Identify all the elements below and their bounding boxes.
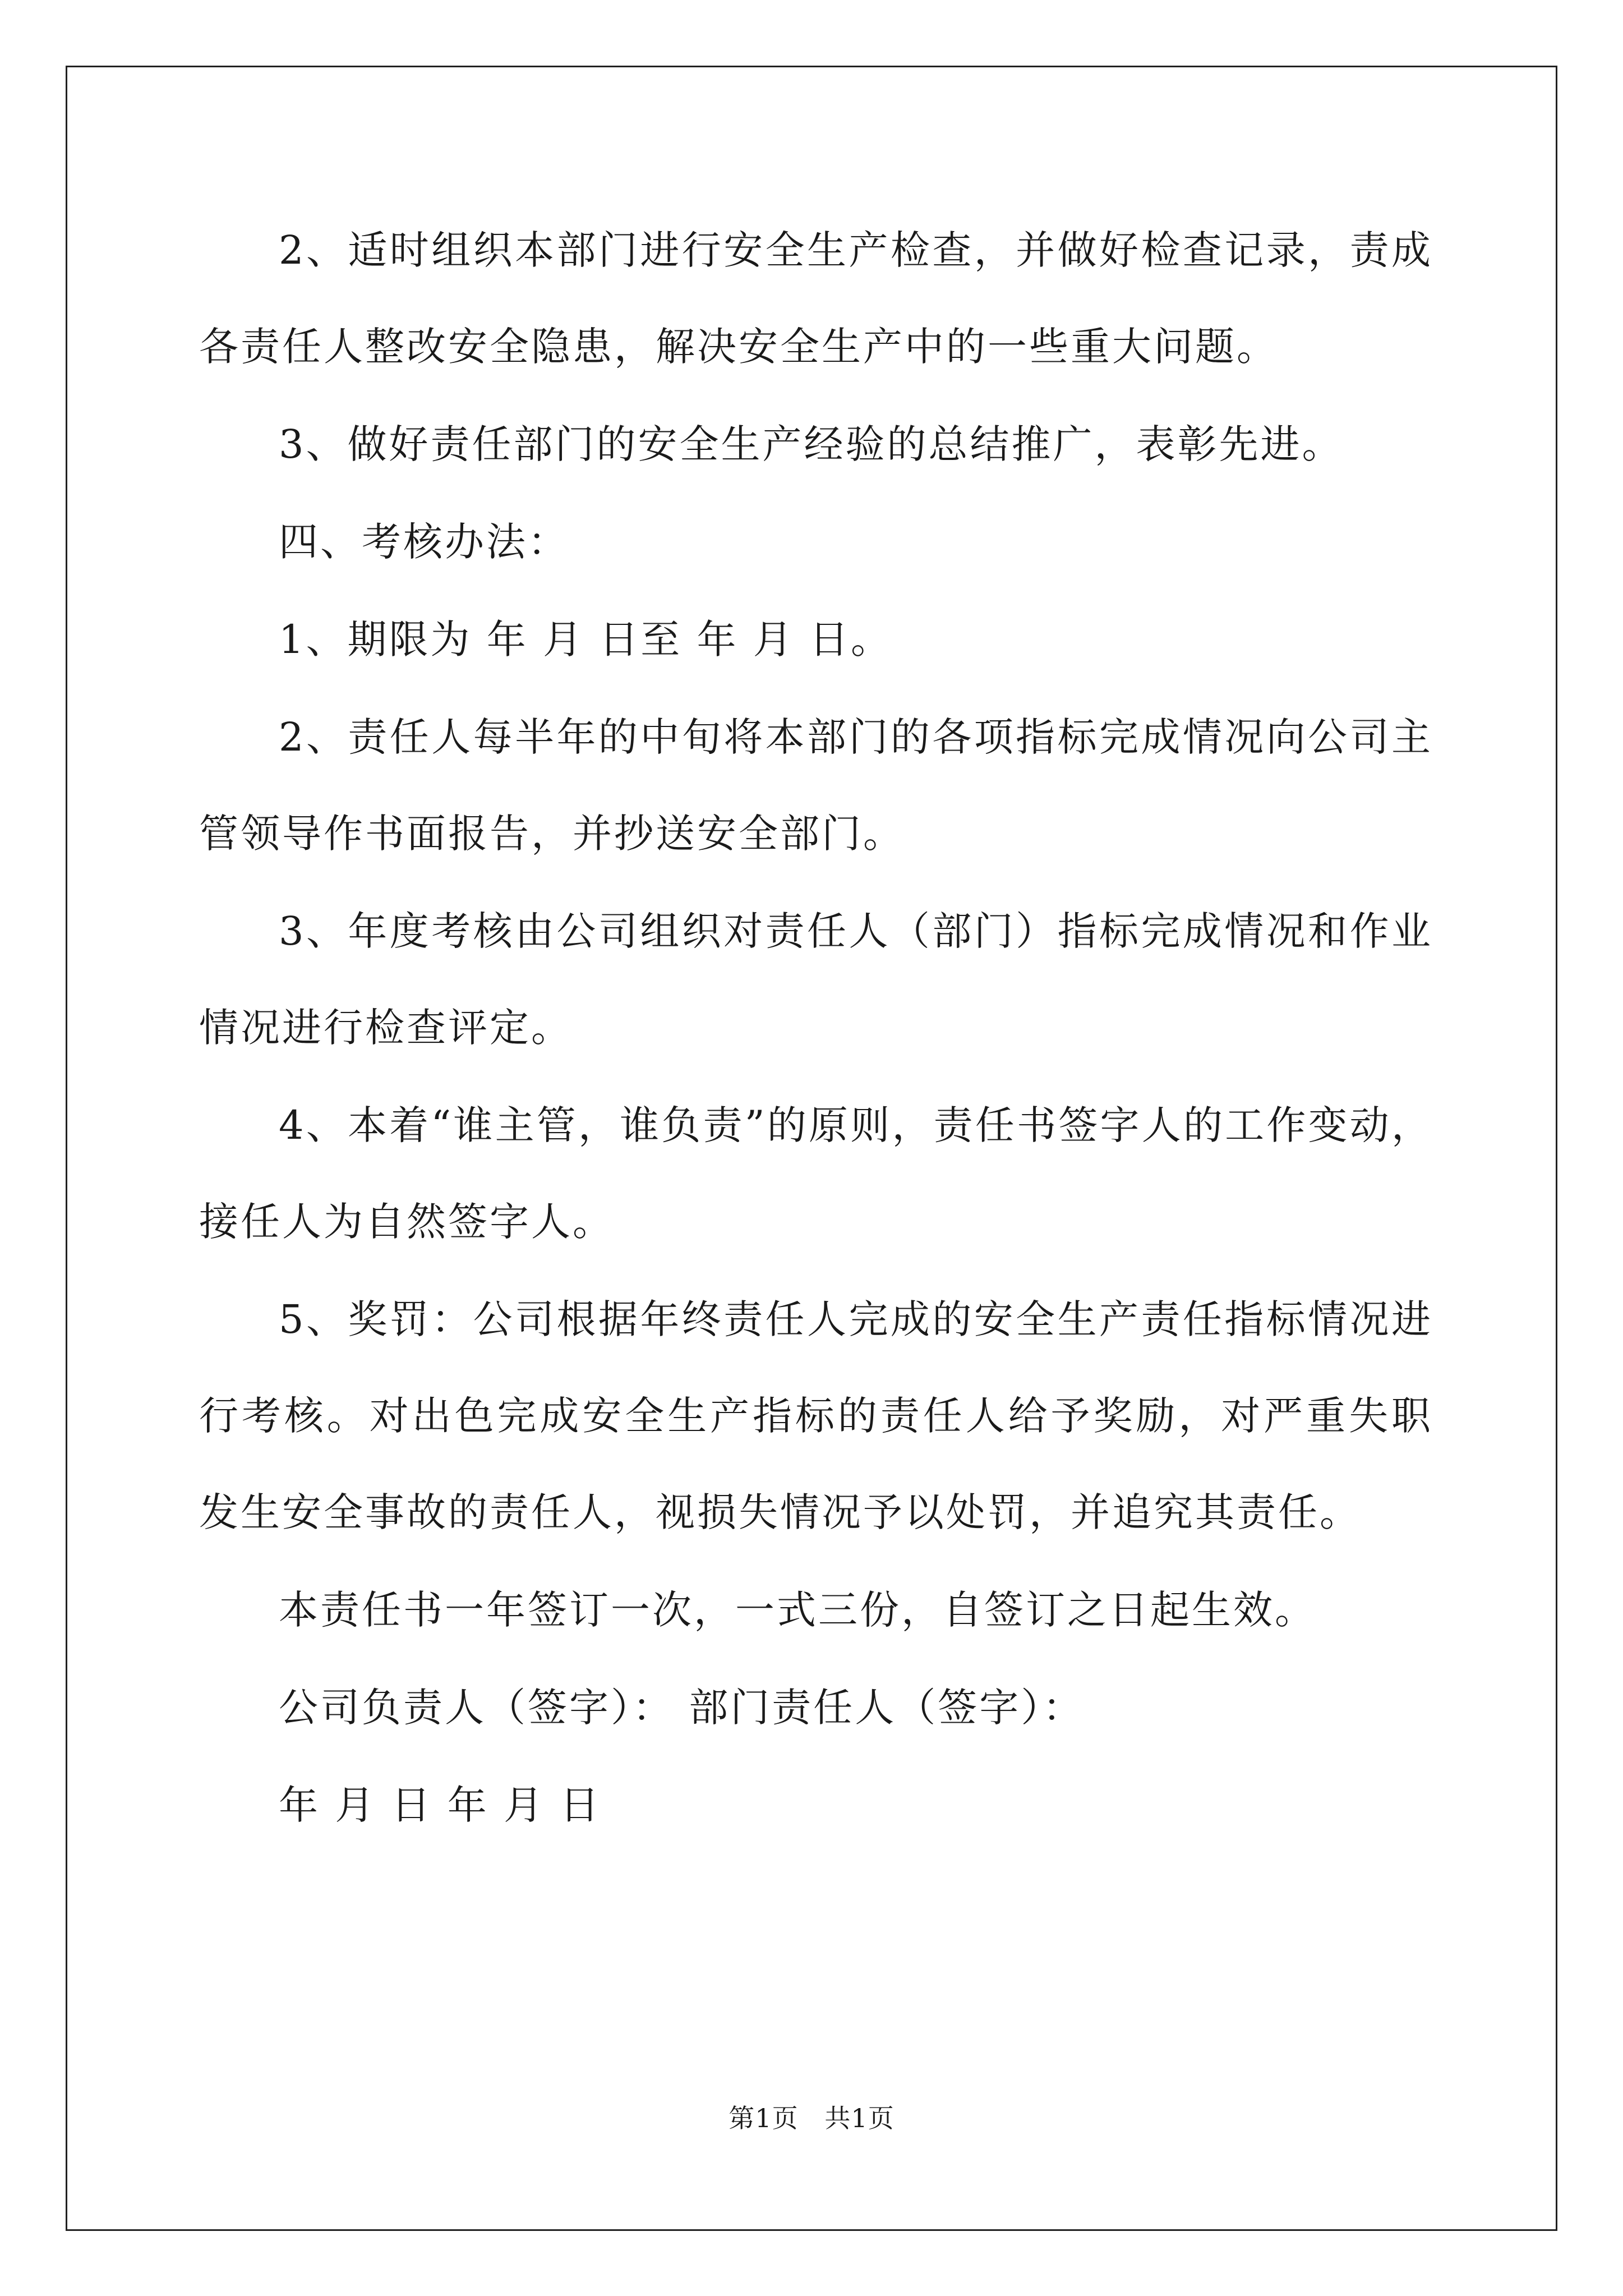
page-number-footer: 第1页 共1页 <box>728 2103 895 2133</box>
signature-line: 公司负责人（签字）： 部门责任人（签字）： <box>279 1685 1085 1731</box>
paragraph-responsibility-principle: 4、本着“谁主管，谁负责”的原则，责任书签字人的工作变动，接任人为自然签字人。 <box>199 1102 1433 1245</box>
paragraph-semiannual-report: 2、责任人每半年的中旬将本部门的各项指标完成情况向公司主管领导作书面报告，并抄送安全部门。 <box>199 714 1433 857</box>
paragraph-term-period: 1、期限为 年 月 日至 年 月 日。 <box>279 616 893 662</box>
document-body <box>199 202 1433 1855</box>
date-line: 年 月 日 年 月 日 <box>279 1782 602 1828</box>
paragraph-inspection-duty: 2、适时组织本部门进行安全生产检查，并做好检查记录，责成各责任人整改安全隐患，解决安全生产中的一些重大问题。 <box>199 227 1433 370</box>
paragraph-validity: 本责任书一年签订一次，一式三份，自签订之日起生效。 <box>279 1587 1316 1633</box>
section-heading-assessment: 四、考核办法： <box>279 519 569 565</box>
paragraph-experience-promotion: 3、做好责任部门的安全生产经验的总结推广，表彰先进。 <box>279 421 1344 467</box>
paragraph-rewards-penalties: 5、奖罚：公司根据年终责任人完成的安全生产责任指标情况进行考核。对出色完成安全生产指标的责任人给予奖励，对严重失职发生安全事故的责任人，视损失情况予以处罚，并追究其责任。 <box>199 1296 1433 1535</box>
paragraph-annual-assessment: 3、年度考核由公司组织对责任人（部门）指标完成情况和作业情况进行检查评定。 <box>199 908 1433 1051</box>
